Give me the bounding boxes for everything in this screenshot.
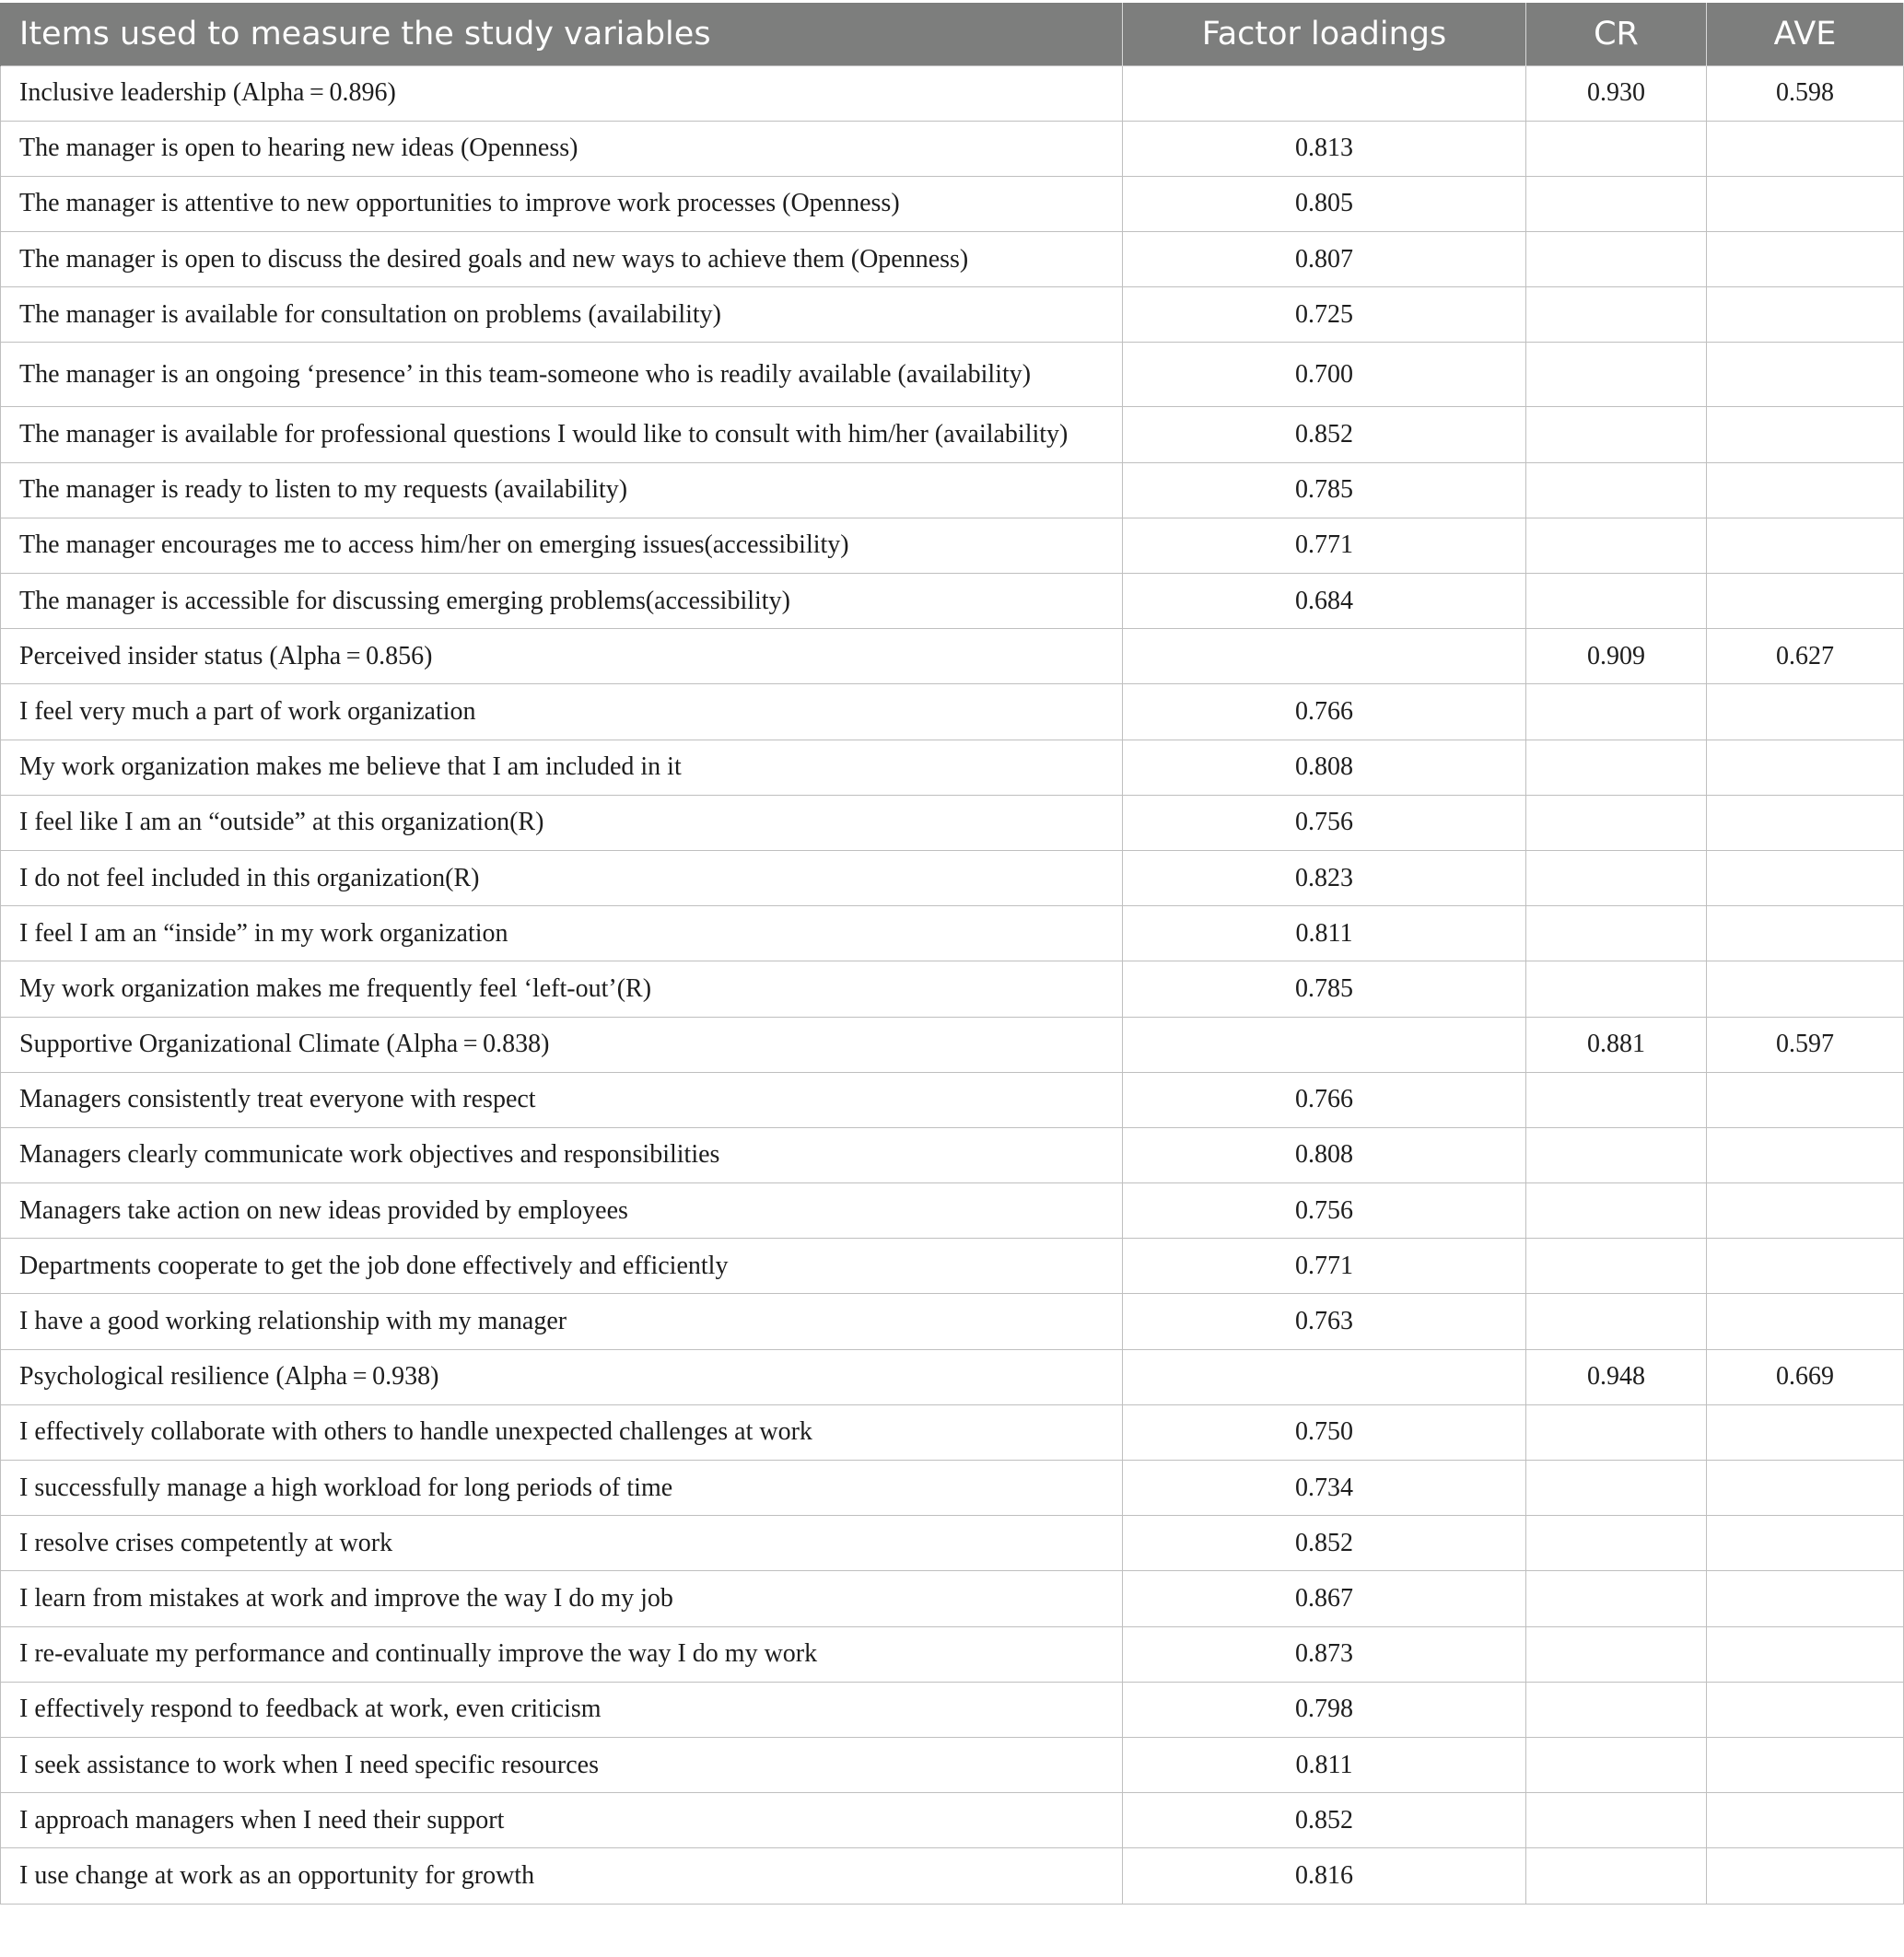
table-cell-ave [1707,462,1904,518]
table-cell-factor-loading: 0.771 [1123,518,1526,573]
table-cell-factor-loading: 0.766 [1123,684,1526,740]
table-row [1,407,1904,462]
table-cell-cr [1526,1516,1707,1571]
table-cell-ave [1707,1183,1904,1239]
table-cell-factor-loading [1123,1349,1526,1404]
table-cell-factor-loading: 0.852 [1123,407,1526,462]
table-cell-item: Managers take action on new ideas provided by employees [1,1183,1123,1239]
table-row [1,684,1904,740]
table-cell-item: I seek assistance to work when I need specific resources [1,1737,1123,1792]
table-cell-ave [1707,1404,1904,1460]
table-cell-ave: 0.597 [1707,1017,1904,1072]
table-cell-ave [1707,518,1904,573]
table-cell-factor-loading: 0.808 [1123,1127,1526,1182]
table-row [1,1017,1904,1072]
table-cell-item: I re-evaluate my performance and continually improve the way I do my work [1,1626,1123,1682]
table-cell-cr: 0.948 [1526,1349,1707,1404]
measurement-table [0,3,1904,1905]
table-cell-ave [1707,1239,1904,1294]
table-cell-item: Supportive Organizational Climate (Alpha = 0.838) [1,1017,1123,1072]
table-cell-factor-loading: 0.725 [1123,287,1526,343]
table-cell-item: The manager is an ongoing ‘presence’ in this team-someone who is readily available (availability) [1,343,1123,407]
table-cell-cr [1526,121,1707,176]
header-cr: CR [1526,3,1707,65]
table-row [1,176,1904,231]
table-cell-factor-loading: 0.756 [1123,1183,1526,1239]
table-cell-ave [1707,1793,1904,1848]
table-row [1,906,1904,961]
table-row [1,1793,1904,1848]
table-cell-cr [1526,740,1707,795]
table-cell-cr [1526,1461,1707,1516]
table-header [1,3,1904,65]
table-cell-factor-loading: 0.771 [1123,1239,1526,1294]
table-cell-ave [1707,1682,1904,1737]
table-cell-cr [1526,1848,1707,1904]
table-cell-ave [1707,1127,1904,1182]
table-row [1,1072,1904,1127]
table-cell-factor-loading: 0.805 [1123,176,1526,231]
table-cell-item: My work organization makes me believe that I am included in it [1,740,1123,795]
table-cell-cr [1526,176,1707,231]
table-cell-item: The manager is attentive to new opportunities to improve work processes (Openness) [1,176,1123,231]
measurement-table-container [0,3,1904,1905]
table-cell-cr [1526,1682,1707,1737]
table-cell-item: I approach managers when I need their support [1,1793,1123,1848]
table-row [1,121,1904,176]
table-cell-ave [1707,684,1904,740]
table-cell-cr: 0.881 [1526,1017,1707,1072]
table-cell-ave [1707,961,1904,1017]
table-row [1,850,1904,905]
table-cell-item: I resolve crises competently at work [1,1516,1123,1571]
table-cell-factor-loading: 0.756 [1123,795,1526,850]
table-row [1,343,1904,407]
table-cell-ave [1707,287,1904,343]
table-row [1,1183,1904,1239]
table-cell-item: I successfully manage a high workload for long periods of time [1,1461,1123,1516]
table-cell-cr [1526,232,1707,287]
table-row [1,961,1904,1017]
table-cell-cr [1526,1737,1707,1792]
table-cell-item: I feel like I am an “outside” at this organization(R) [1,795,1123,850]
table-cell-factor-loading: 0.785 [1123,961,1526,1017]
table-cell-factor-loading: 0.750 [1123,1404,1526,1460]
table-cell-cr [1526,343,1707,407]
table-cell-factor-loading: 0.823 [1123,850,1526,905]
table-cell-cr [1526,1793,1707,1848]
table-cell-cr [1526,407,1707,462]
table-cell-factor-loading: 0.873 [1123,1626,1526,1682]
table-row [1,462,1904,518]
table-row [1,1294,1904,1349]
table-cell-factor-loading: 0.852 [1123,1516,1526,1571]
table-cell-item: I effectively respond to feedback at work, even criticism [1,1682,1123,1737]
table-cell-cr [1526,1294,1707,1349]
table-row [1,65,1904,121]
table-cell-factor-loading: 0.811 [1123,906,1526,961]
table-body [1,65,1904,1904]
table-row [1,1127,1904,1182]
table-cell-cr [1526,462,1707,518]
table-cell-ave [1707,407,1904,462]
table-row [1,1682,1904,1737]
table-cell-ave [1707,1294,1904,1349]
table-cell-factor-loading [1123,65,1526,121]
table-row [1,287,1904,343]
table-cell-cr [1526,1127,1707,1182]
table-cell-factor-loading: 0.785 [1123,462,1526,518]
table-cell-item: I feel very much a part of work organization [1,684,1123,740]
table-cell-factor-loading: 0.816 [1123,1848,1526,1904]
table-cell-ave [1707,343,1904,407]
table-cell-factor-loading: 0.808 [1123,740,1526,795]
table-row [1,1404,1904,1460]
table-cell-factor-loading: 0.811 [1123,1737,1526,1792]
table-row [1,1349,1904,1404]
table-row [1,795,1904,850]
table-cell-cr [1526,1404,1707,1460]
table-row [1,518,1904,573]
table-cell-cr [1526,1183,1707,1239]
table-cell-cr [1526,287,1707,343]
table-row [1,1571,1904,1626]
table-cell-item: I learn from mistakes at work and improve the way I do my job [1,1571,1123,1626]
table-cell-ave [1707,1626,1904,1682]
table-row [1,740,1904,795]
table-cell-ave: 0.598 [1707,65,1904,121]
table-cell-ave [1707,574,1904,629]
header-items: Items used to measure the study variables [1,3,1123,65]
table-cell-item: The manager encourages me to access him/her on emerging issues(accessibility) [1,518,1123,573]
table-cell-factor-loading [1123,1017,1526,1072]
table-cell-factor-loading: 0.734 [1123,1461,1526,1516]
table-cell-ave: 0.627 [1707,629,1904,684]
table-cell-item: The manager is open to discuss the desired goals and new ways to achieve them (Openness) [1,232,1123,287]
table-cell-cr: 0.930 [1526,65,1707,121]
table-cell-cr [1526,518,1707,573]
table-cell-factor-loading: 0.763 [1123,1294,1526,1349]
table-cell-cr [1526,906,1707,961]
table-cell-cr [1526,961,1707,1017]
table-cell-factor-loading: 0.766 [1123,1072,1526,1127]
table-cell-item: Managers consistently treat everyone with respect [1,1072,1123,1127]
table-row [1,1737,1904,1792]
header-factor-loadings: Factor loadings [1123,3,1526,65]
table-row [1,232,1904,287]
table-cell-ave [1707,232,1904,287]
table-cell-cr [1526,850,1707,905]
table-cell-item: The manager is available for professional questions I would like to consult with him/her (availability) [1,407,1123,462]
table-cell-item: The manager is open to hearing new ideas (Openness) [1,121,1123,176]
table-cell-ave [1707,121,1904,176]
table-row [1,1239,1904,1294]
table-cell-ave [1707,1737,1904,1792]
table-cell-factor-loading: 0.867 [1123,1571,1526,1626]
table-cell-factor-loading: 0.684 [1123,574,1526,629]
table-cell-factor-loading: 0.798 [1123,1682,1526,1737]
table-cell-cr: 0.909 [1526,629,1707,684]
table-cell-ave [1707,1461,1904,1516]
table-row [1,1461,1904,1516]
table-cell-ave [1707,1516,1904,1571]
table-cell-factor-loading: 0.700 [1123,343,1526,407]
table-cell-item: I effectively collaborate with others to handle unexpected challenges at work [1,1404,1123,1460]
table-cell-item: Inclusive leadership (Alpha = 0.896) [1,65,1123,121]
table-row [1,1848,1904,1904]
table-cell-item: The manager is ready to listen to my requests (availability) [1,462,1123,518]
table-cell-item: I do not feel included in this organization(R) [1,850,1123,905]
table-row [1,1626,1904,1682]
table-cell-ave [1707,1571,1904,1626]
table-cell-cr [1526,1571,1707,1626]
header-row [1,3,1904,65]
table-cell-ave [1707,850,1904,905]
table-cell-item: I have a good working relationship with my manager [1,1294,1123,1349]
header-ave: AVE [1707,3,1904,65]
table-cell-item: My work organization makes me frequently feel ‘left-out’(R) [1,961,1123,1017]
table-cell-ave [1707,906,1904,961]
table-cell-ave [1707,1072,1904,1127]
table-cell-factor-loading: 0.813 [1123,121,1526,176]
table-cell-cr [1526,684,1707,740]
table-cell-cr [1526,1626,1707,1682]
table-cell-item: The manager is accessible for discussing emerging problems(accessibility) [1,574,1123,629]
table-cell-cr [1526,1072,1707,1127]
table-cell-cr [1526,574,1707,629]
table-cell-item: Managers clearly communicate work objectives and responsibilities [1,1127,1123,1182]
table-cell-cr [1526,1239,1707,1294]
table-cell-cr [1526,795,1707,850]
table-cell-item: The manager is available for consultation on problems (availability) [1,287,1123,343]
table-cell-item: I feel I am an “inside” in my work organization [1,906,1123,961]
table-cell-item: Perceived insider status (Alpha = 0.856) [1,629,1123,684]
table-row [1,629,1904,684]
table-cell-ave [1707,740,1904,795]
table-row [1,574,1904,629]
table-cell-factor-loading: 0.807 [1123,232,1526,287]
table-cell-item: Psychological resilience (Alpha = 0.938) [1,1349,1123,1404]
table-cell-item: I use change at work as an opportunity for growth [1,1848,1123,1904]
table-row [1,1516,1904,1571]
table-cell-ave [1707,1848,1904,1904]
table-cell-factor-loading [1123,629,1526,684]
table-cell-item: Departments cooperate to get the job done effectively and efficiently [1,1239,1123,1294]
table-cell-factor-loading: 0.852 [1123,1793,1526,1848]
table-cell-ave: 0.669 [1707,1349,1904,1404]
table-cell-ave [1707,795,1904,850]
table-cell-ave [1707,176,1904,231]
